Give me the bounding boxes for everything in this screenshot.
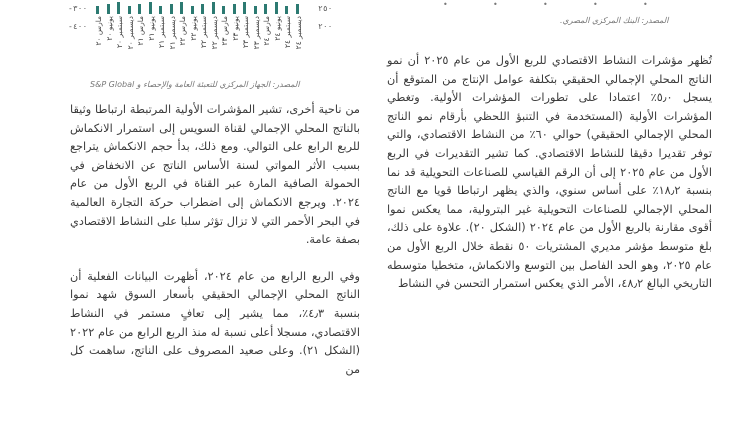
- tick-mark: •: [443, 0, 448, 9]
- paragraph: من ناحية أخرى، تشير المؤشرات الأولية المرتبطة ارتباطا وثيقا بالناتج المحلي الإجمالي لقناة السويس إلى استمرار الانكماش للربع الرابع على التوالي. ومع ذلك، بدأ حجم الانكماش يتراجع بسبب الأثر المواتي لسنة الأساس الناتج عن الانخفاض في الحمولة الصافية المارة عبر القناة في الربع الأول من عام ٢٠٢٤. ويرجع الانكماش إلى اضطراب حركة التجارة العالمية في البحر الأحمر التي لا تزال تؤثر سلبا على النشاط الاقتصادي بصفة عامة.: [70, 103, 360, 247]
- x-tick-label: مارس ٢١: [136, 16, 145, 46]
- bar: [233, 4, 236, 14]
- paragraph: تُظهر مؤشرات النشاط الاقتصادي للربع الأول من عام ٢٠٢٥ أن نمو الناتج المحلي الإجمالي الحقيقي بتكلفة عوامل الإنتاج من المتوقع أن يسجل ٥٫٠٪ اعتمادا على تطورات المؤشرات الأولية. وتغطي المؤشرات الأولية (المستخدمة في التنبؤ اللحظي بأرقام نمو الناتج المحلي الإجمالي الحقيقي) حوالي ٦٠٪ من النشاط الاقتصادي، والتي توفر تقديرا دقيقا للنشاط الاقتصادي. كما تشير التقديرات في الربع الأول من عام ٢٠٢٥ إلى أن الرقم القياسي للصناعات التحويلية قد نما بنسبة ١٨٫٢٪ على أساس سنوي، والذي يظهر ارتباطا قويا مع الناتج المحلي الإجمالي للصناعات التحويلية غير البترولية، مما يعكس نموا أقوى مقارنة بالربع الأول من عام ٢٠٢٤ (الشكل ٢٠). علاوة على ذلك، بلغ متوسط مؤشر مديري المشتريات ٥٠ نقطة خلال الربع الأول من عام ٢٠٢٥، وهو الحد الفاصل بين التوسع والانكماش، متخطيا متوسطه التاريخي البالغ ٤٨٫٢، الأمر الذي يعكس استمرار التحسن في النشاط: [387, 54, 712, 291]
- bar: [254, 6, 257, 14]
- chart-fragment-left: [60, 0, 345, 68]
- x-tick-label: سبتمبر ٢٤: [283, 16, 292, 48]
- x-tick-label: مارس ٢٤: [262, 16, 271, 46]
- bar: [191, 6, 194, 14]
- x-tick-label: مارس ٢٣: [220, 16, 229, 46]
- bar: [285, 6, 288, 14]
- x-tick-label: سبتمبر ٢٢: [199, 16, 208, 48]
- x-tick-label: يونيو ٢٠: [104, 16, 114, 41]
- x-tick-label: ديسمبر ٢٢: [209, 16, 219, 50]
- x-tick-label: يونيو ٢١: [146, 16, 156, 41]
- text-column-left: [70, 101, 360, 379]
- x-tick-label: ديسمبر ٢٤: [293, 16, 303, 50]
- x-tick-label: ديسمبر ٢٠: [125, 16, 135, 50]
- tick-mark: •: [593, 0, 598, 9]
- bar: [159, 6, 162, 14]
- bar: [107, 4, 110, 14]
- bar: [243, 2, 246, 14]
- chart-right-source: المصدر: البنك المركزي المصري.: [560, 16, 669, 25]
- y-tick-right-2: ٢٠٠: [318, 22, 333, 31]
- bar: [138, 4, 141, 14]
- y-tick-right-1: ٢٥٠: [318, 4, 333, 13]
- x-tick-label: ديسمبر ٢٣: [251, 16, 261, 50]
- text-column-right: [387, 52, 712, 294]
- bar: [149, 2, 152, 14]
- x-tick-label: يونيو ٢٣: [230, 16, 240, 41]
- tick-mark: •: [643, 0, 648, 9]
- x-tick-label: مارس ٢٠: [94, 16, 103, 46]
- x-tick-label: ديسمبر ٢١: [167, 16, 177, 50]
- y-tick-left-2: -٤٠٠: [68, 22, 88, 31]
- x-tick-label: سبتمبر ٢١: [157, 16, 166, 48]
- bar: [180, 2, 183, 14]
- x-tick-label: سبتمبر ٢٠: [115, 16, 124, 48]
- bar-series: [94, 0, 304, 14]
- bar: [117, 2, 120, 14]
- chart-left-source: المصدر: الجهاز المركزي للتعبئة العامة والإحصاء و S&P Global: [90, 80, 300, 89]
- bar: [201, 4, 204, 14]
- paragraph: وفي الربع الرابع من عام ٢٠٢٤، أظهرت البيانات الفعلية أن الناتج المحلي الإجمالي الحقيقي بأسعار السوق شهد نموا بنسبة ٤٫٣٪، مما يشير إلى تعافٍ مستمر في النشاط الاقتصادي، مسجلا أعلى نسبة له منذ الربع الرابع من عام ٢٠٢٢ (الشكل ٢١). وعلى صعيد المصروف على الناتج، ساهمت كل من: [70, 269, 361, 376]
- bar: [222, 6, 225, 14]
- bar: [96, 6, 99, 14]
- bar: [275, 2, 278, 14]
- tick-mark: •: [493, 0, 498, 9]
- y-tick-left-1: -٣٠٠: [68, 4, 88, 13]
- tick-mark: •: [543, 0, 548, 9]
- x-tick-label: يونيو ٢٢: [188, 16, 198, 41]
- x-tick-label: سبتمبر ٢٣: [241, 16, 250, 48]
- x-tick-label: مارس ٢٢: [178, 16, 187, 46]
- bar: [296, 4, 299, 14]
- bar: [212, 2, 215, 14]
- bar: [264, 4, 267, 14]
- bar: [128, 6, 131, 14]
- x-tick-label: يونيو ٢٤: [272, 16, 282, 41]
- bar: [170, 4, 173, 14]
